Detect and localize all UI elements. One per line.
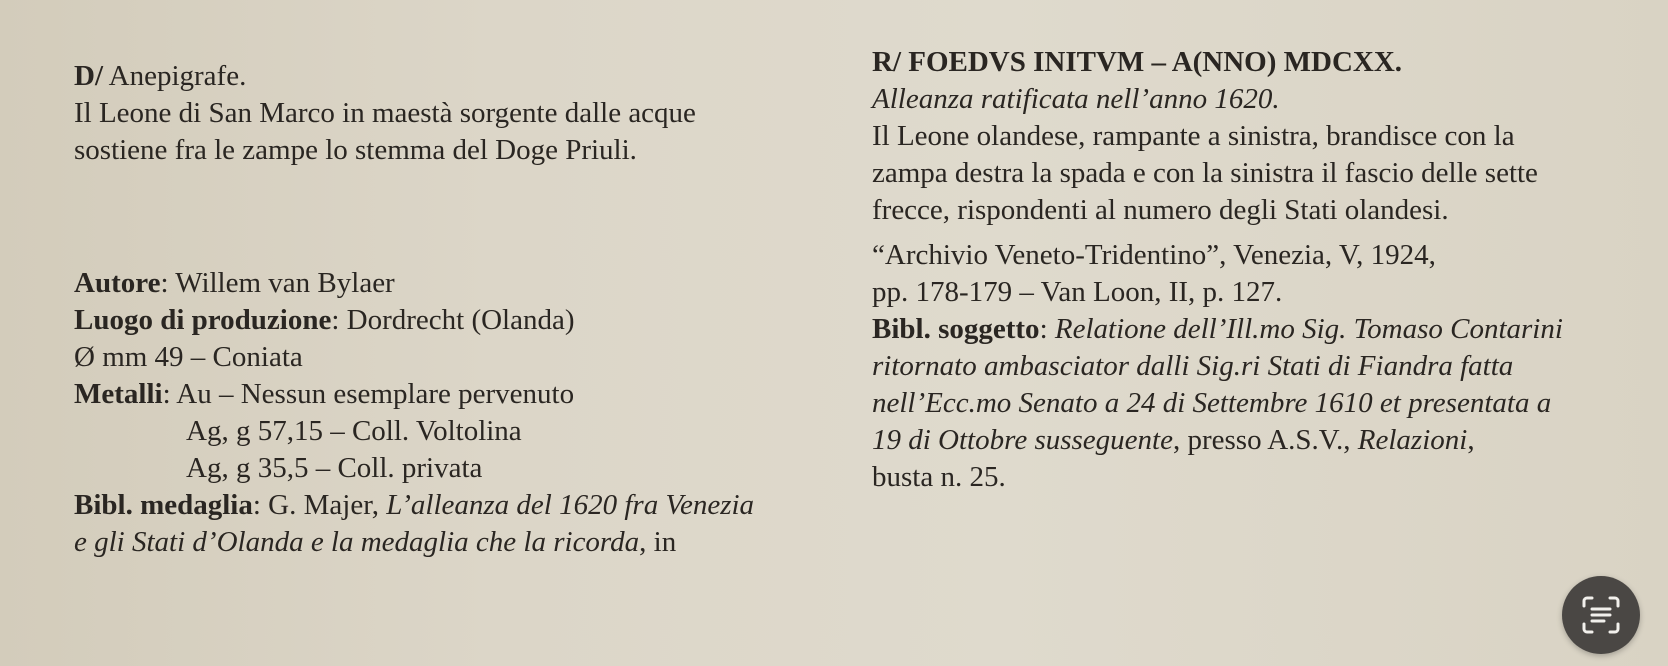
text-scan-icon <box>1578 592 1624 638</box>
metals-line <box>74 376 814 413</box>
place-label: Luogo di produzione <box>74 304 332 336</box>
metal-ag1-line: Ag, g 57,15 – Coll. Voltolina <box>186 415 522 447</box>
author-value: : Willem van Bylaer <box>160 267 395 299</box>
place-line <box>74 302 814 339</box>
reverse-desc-line2: zampa destra la spada e con la sinistra il fascio delle sette <box>872 157 1538 189</box>
obverse-desc-line1: Il Leone di San Marco in maestà sorgente dalle acque <box>74 97 696 129</box>
bibl-subject-title2: ritornato ambasciator dalli Sig.ri Stati di Fiandra fatta <box>872 350 1514 382</box>
reverse-legend: R/ FOEDVS INITVM – A(NNO) MDCXX. <box>872 46 1403 78</box>
bibl-subject-mid: , presso A.S.V., <box>1172 424 1358 456</box>
text-scan-button[interactable] <box>1562 576 1640 654</box>
reverse-translation: Alleanza ratificata nell’anno 1620. <box>872 83 1280 115</box>
bibl-medal-line2 <box>74 524 814 561</box>
metals-value: : Au – Nessun esemplare pervenuto <box>162 378 575 410</box>
reverse-desc-line1: Il Leone olandese, rampante a sinistra, brandisce con la <box>872 120 1515 152</box>
reference-line2: pp. 178-179 – Van Loon, II, p. 127. <box>872 276 1283 308</box>
metal-ag2-line: Ag, g 35,5 – Coll. privata <box>186 452 483 484</box>
bibl-subject-sep: : <box>1039 313 1055 345</box>
diameter-line: Ø mm 49 – Coniata <box>74 341 303 373</box>
bibl-medal-title2: e gli Stati d’Olanda e la medaglia che la ricorda <box>74 526 640 558</box>
bibl-subject-relazioni: Relazioni <box>1357 424 1468 456</box>
bibl-medal-author: : G. Majer, <box>252 489 387 521</box>
bibl-subject-title4: 19 di Ottobre susseguente <box>872 424 1173 456</box>
place-value: : Dordrecht (Olanda) <box>331 304 575 336</box>
reverse-desc-line3: frecce, rispondenti al numero degli Stati olandesi. <box>872 194 1449 226</box>
bibl-subject-last: busta n. 25. <box>872 461 1006 493</box>
author-line <box>74 265 814 302</box>
bibl-subject-title1: Relatione dell’Ill.mo Sig. Tomaso Contarini <box>1054 313 1563 345</box>
obverse-desc-line2: sostiene fra le zampe lo stemma del Doge Priuli. <box>74 134 637 166</box>
obverse-legend: Anepigrafe. <box>103 60 247 92</box>
obverse-prefix: D/ <box>74 60 103 92</box>
author-label: Autore <box>74 267 161 299</box>
bibl-subject-label: Bibl. soggetto <box>872 313 1040 345</box>
bibl-subject-line1 <box>872 311 1612 348</box>
reverse-column <box>872 44 1612 496</box>
reference-line1: “Archivio Veneto-Tridentino”, Venezia, V, 1924, <box>872 239 1436 271</box>
bibl-medal-title1: L’alleanza del 1620 fra Venezia <box>386 489 755 521</box>
bibl-subject-end: , <box>1467 424 1475 456</box>
bibl-medal-label: Bibl. medaglia <box>74 489 253 521</box>
obverse-legend-line <box>74 58 814 95</box>
bibl-subject-title3: nell’Ecc.mo Senato a 24 di Settembre 1610 et presentata a <box>872 387 1552 419</box>
metals-label: Metalli <box>74 378 163 410</box>
bibl-medal-line1 <box>74 487 814 524</box>
obverse-column <box>74 58 814 561</box>
bibl-subject-line5 <box>872 422 1612 459</box>
bibl-medal-tail: , in <box>639 526 677 558</box>
